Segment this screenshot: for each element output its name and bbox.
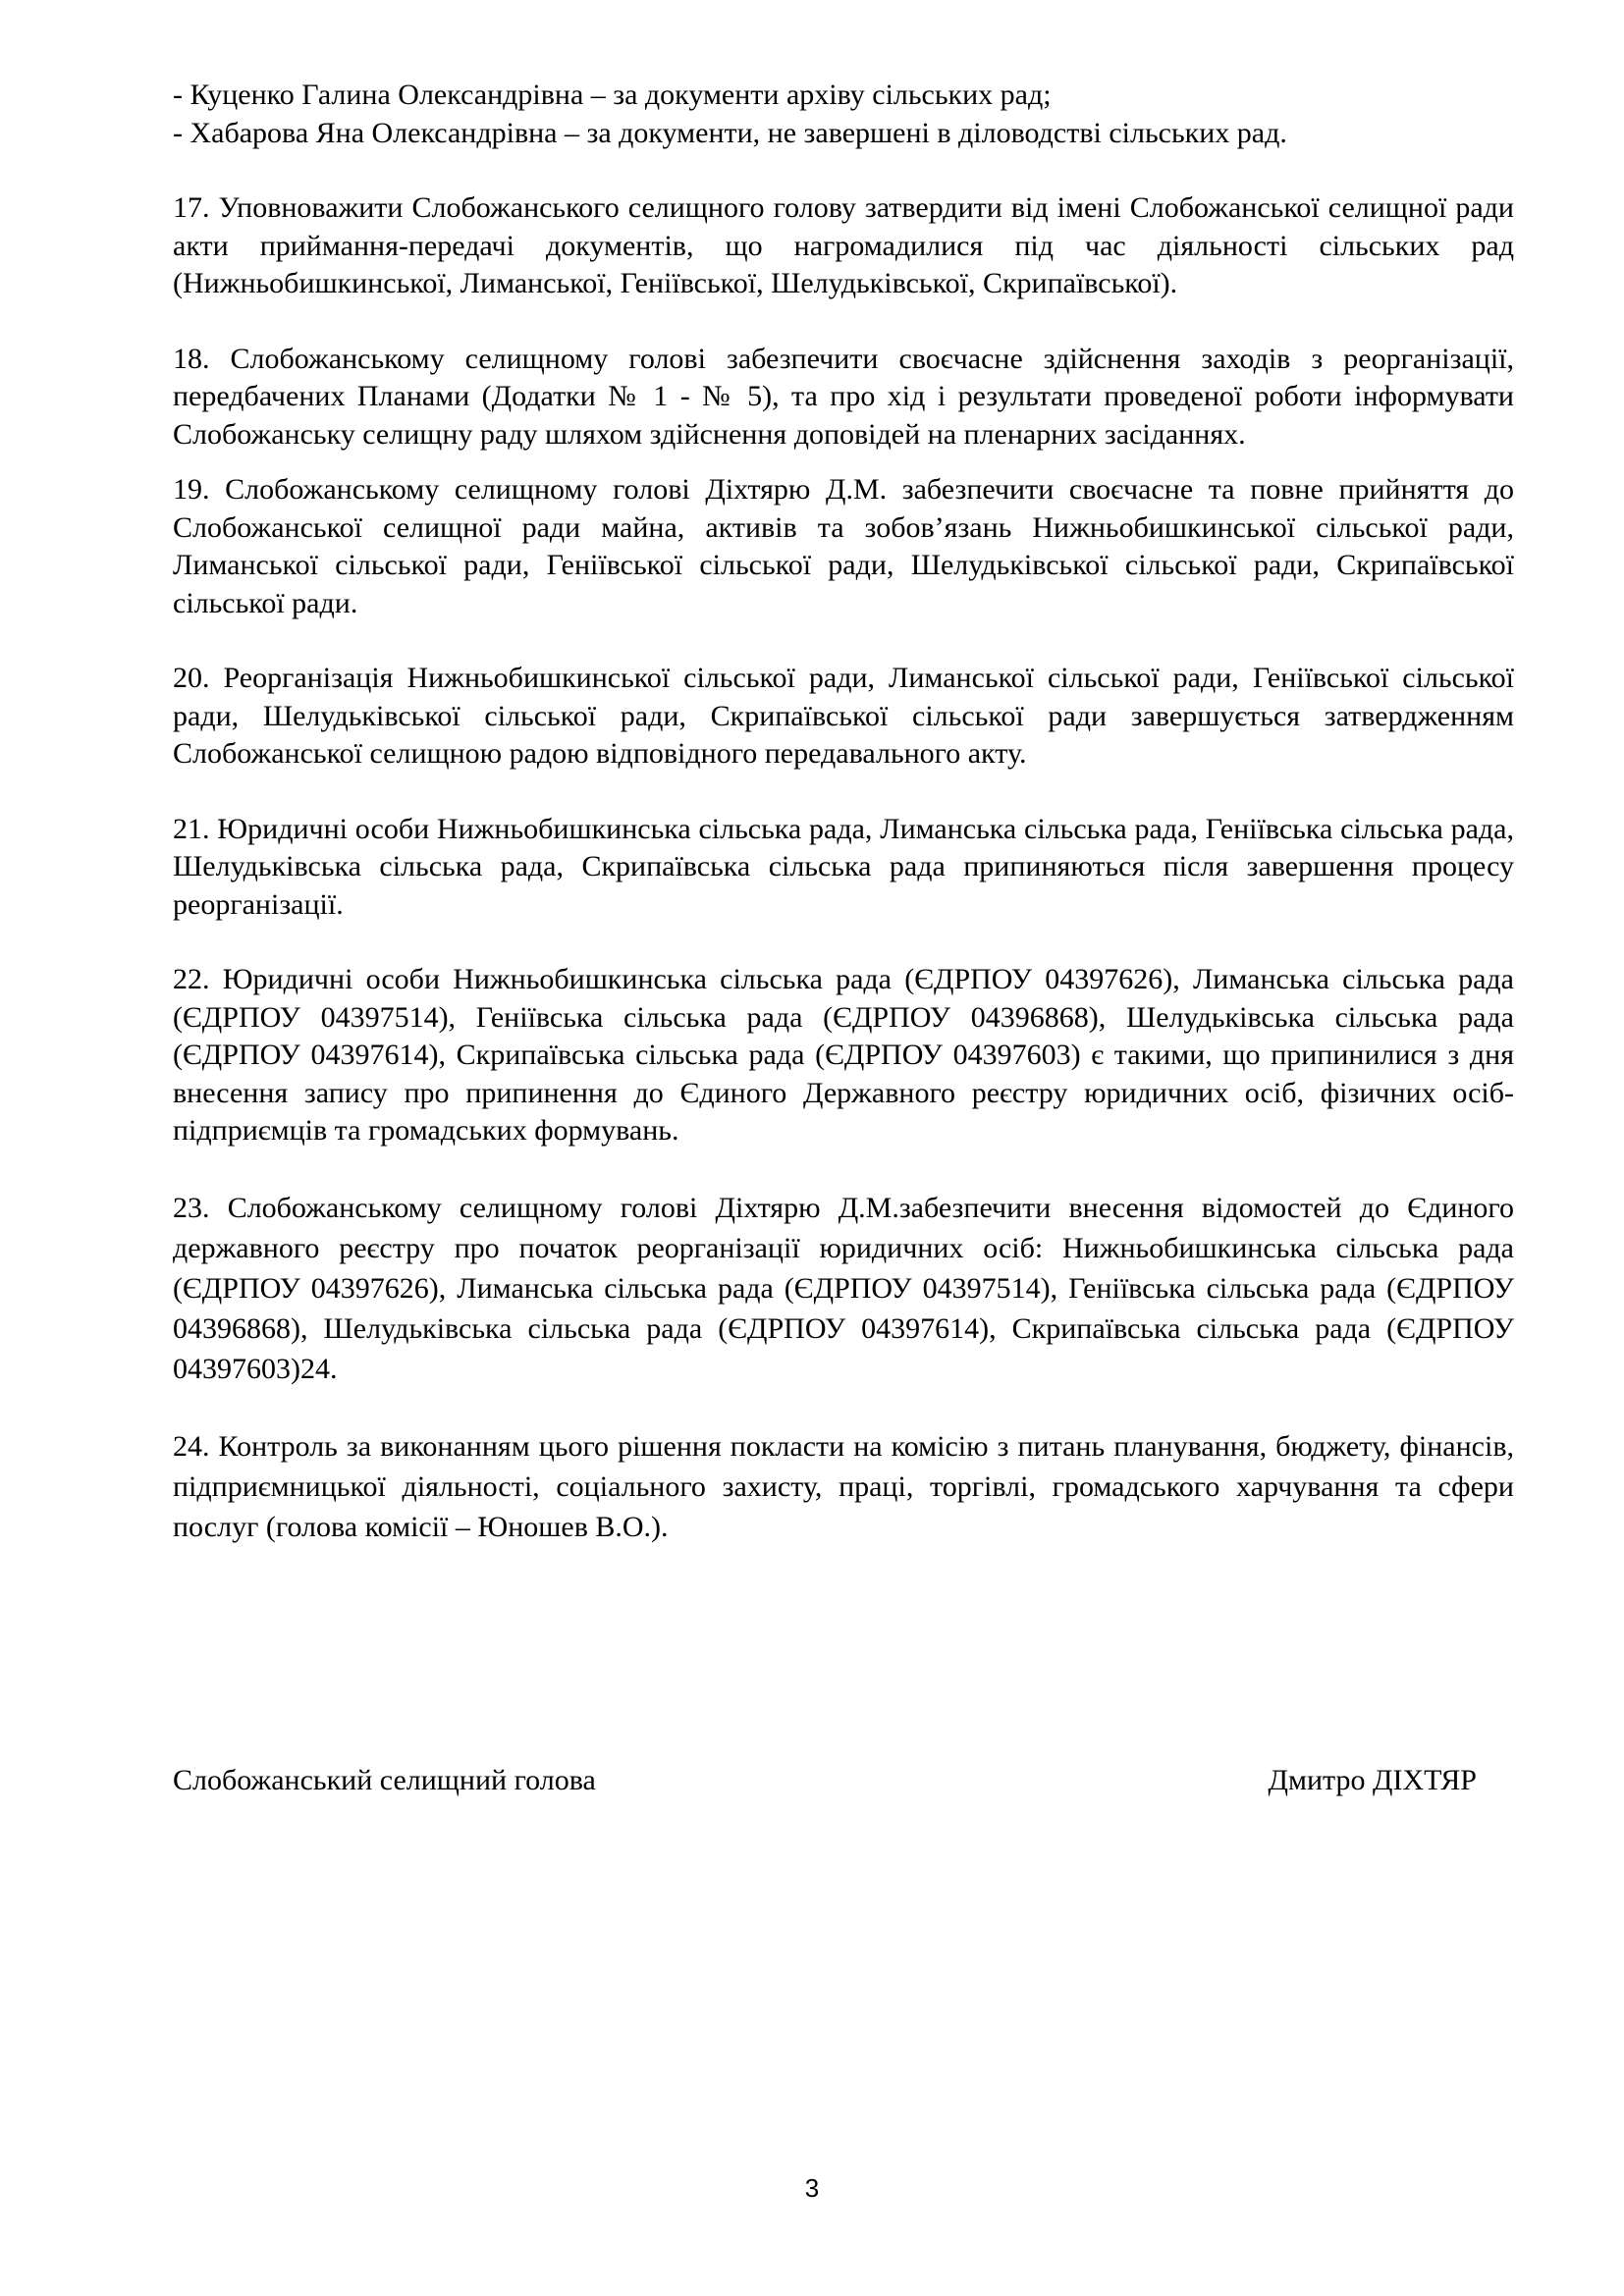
responsible-person-line: - Куценко Галина Олександрівна – за документи архіву сільських рад;: [173, 79, 1052, 111]
paragraph-19: 19. Слобожанському селищному голові Діхтярю Д.М. забезпечити своєчасне та повне прийняття до Слобожанської селищної ради майна, активів та зобов’язань Нижньобишкинської сільської ради, Лиманської сільської ради, Геніївської сільської ради, Шелудьківської сільської ради, Скрипаївської сільської ради.: [173, 473, 1514, 619]
signatory-name: Дмитро ДІХТЯР: [1268, 1764, 1477, 1796]
paragraph-21: 21. Юридичні особи Нижньобишкинська сільська рада, Лиманська сільська рада, Геніївська сільська рада, Шелудьківська сільська рада, Скрипаївська сільська рада припиняються після завершення процесу реорганізації.: [173, 812, 1514, 921]
paragraph-20: 20. Реорганізація Нижньобишкинської сільської ради, Лиманської сільської ради, Геніївської сільської ради, Шелудьківської сільської ради, Скрипаївської сільської ради завершується затвердженням Слобожанської селищною радою відповідного передавального акту.: [173, 662, 1514, 770]
paragraph-22: 22. Юридичні особи Нижньобишкинська сільська рада (ЄДРПОУ 04397626), Лиманська сільська рада (ЄДРПОУ 04397514), Геніївська сільська рада (ЄДРПОУ 04396868), Шелудьківська сільська рада (ЄДРПОУ 04397614), Скрипаївська сільська рада (ЄДРПОУ 04397603) є такими, що припинилися з дня внесення запису про припинення до Єдиного Державного реєстру юридичних осіб, фізичних осіб-підприємців та громадських формувань.: [173, 963, 1514, 1147]
responsible-person-line: - Хабарова Яна Олександрівна – за документи, не завершені в діловодстві сільських рад.: [173, 116, 1287, 149]
paragraph-17: 17. Уповноважити Слобожанського селищного голову затвердити від імені Слобожанської селищної ради акти приймання-передачі документів, що нагромадилися під час діяльності сільських рад (Нижньобишкинської, Лиманської, Геніївської, Шелудьківської, Скрипаївської).: [173, 191, 1514, 299]
signatory-position: Слобожанський селищний голова: [173, 1764, 596, 1796]
document-body: [173, 77, 1514, 1547]
paragraph-24: 24. Контроль за виконанням цього рішення покласти на комісію з питань планування, бюджету, фінансів, підприємницької діяльності, соціального захисту, праці, торгівлі, громадського харчування та сфери послуг (голова комісії – Юношев В.О.).: [173, 1429, 1514, 1543]
paragraph-23: 23. Слобожанському селищному голові Діхтярю Д.М.забезпечити внесення відомостей до Єдиного державного реєстру про початок реорганізації юридичних осіб: Нижньобишкинська сільська рада (ЄДРПОУ 04397626), Лиманська сільська рада (ЄДРПОУ 04397514), Геніївська сільська рада (ЄДРПОУ 04396868), Шелудьківська сільська рада (ЄДРПОУ 04397614), Скрипаївська сільська рада (ЄДРПОУ 04397603)24.: [173, 1191, 1514, 1385]
page-number: 3: [804, 2173, 820, 2203]
paragraph-18: 18. Слобожанському селищному голові забезпечити своєчасне здійснення заходів з реорганізації, передбачених Планами (Додатки № 1 - № 5), та про хід і результати проведеної роботи інформувати Слобожанську селищну раду шляхом здійснення доповідей на пленарних засіданнях.: [173, 342, 1514, 451]
